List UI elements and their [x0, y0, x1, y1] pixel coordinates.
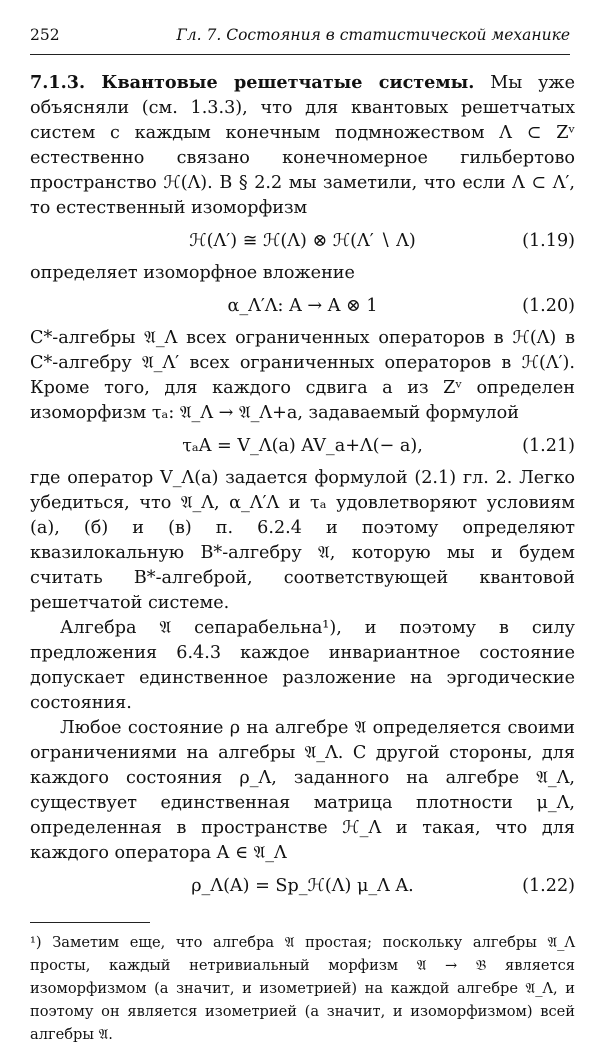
equation-number: (1.19): [522, 231, 575, 251]
equation-number: (1.21): [522, 436, 575, 456]
paragraph-1: [30, 70, 575, 221]
equation-formula: α_Λ′Λ: A → A ⊗ 1: [227, 296, 378, 316]
footnotes: [30, 922, 575, 1046]
main-text: [30, 70, 575, 1046]
header-rule: [30, 54, 570, 55]
paragraph-3: C*-алгебры 𝔄_Λ всех ограниченных операторов в ℋ(Λ) в C*-алгебру 𝔄_Λ′ всех ограниченных операторов в ℋ(Λ′). Кроме того, для каждого сдвига a из Zᵛ определен изоморфизм τₐ: 𝔄_Λ → 𝔄_Λ+a, задаваемый формулой: [30, 328, 575, 423]
page-number: 252: [30, 26, 60, 44]
paragraph-6: Любое состояние ρ на алгебре 𝔄 определяется своими ограничениями на алгебры 𝔄_Λ. С другой стороны, для каждого состояния ρ_Λ, заданного на алгебре 𝔄_Λ, существует единственная матрица плотности μ_Λ, определенная в пространстве ℋ_Λ и такая, что для каждого оператора A ∈ 𝔄_Λ: [30, 718, 575, 863]
paragraph-5: Алгебра 𝔄 сепарабельна¹), и поэтому в силу предложения 6.4.3 каждое инвариантное состояние допускает единственное разложение на эргодические состояния.: [30, 618, 575, 713]
equation-number: (1.22): [522, 876, 575, 896]
equation-number: (1.20): [522, 296, 575, 316]
paragraph-4: где оператор V_Λ(a) задается формулой (2.1) гл. 2. Легко убедиться, что 𝔄_Λ, α_Λ′Λ и τₐ удовлетворяют условиям (а), (б) и (в) п. 6.2.4 и поэтому определяют квазилокальную B*-алгебру 𝔄, которую мы и будем считать B*-алгеброй, соответствующей квантовой решетчатой системе.: [30, 468, 575, 613]
equation-formula: ℋ(Λ′) ≅ ℋ(Λ) ⊗ ℋ(Λ′ ∖ Λ): [189, 231, 416, 251]
running-header: [30, 26, 570, 44]
footnote-rule: [30, 922, 150, 923]
section-heading: 7.1.3. Квантовые решетчатые системы.: [30, 72, 475, 93]
equation-formula: τₐA = V_Λ(a) AV_a+Λ(− a),: [182, 436, 423, 456]
equation-1-21: [30, 426, 575, 466]
footnote-1: ¹) Заметим еще, что алгебра 𝔄 простая; поскольку алгебры 𝔄_Λ просты, каждый нетривиальный морфизм 𝔄 → 𝔅 является изоморфизмом (а значит, и изометрией) на каждой алгебре 𝔄_Λ, и поэтому он является изометрией (а значит, и изоморфизмом) всей алгебры 𝔄.: [30, 934, 575, 1043]
paragraph-1-text: Мы уже объясняли (см. 1.3.3), что для квантовых решетчатых систем с каждым конечным подмножеством Λ ⊂ Zᵛ естественно связано конечномерное гильбертово пространство ℋ(Λ). В § 2.2 мы заметили, что если Λ ⊂ Λ′, то естественный изоморфизм: [30, 73, 576, 218]
equation-1-22: [30, 866, 575, 906]
equation-1-19: [30, 221, 575, 261]
equation-1-20: [30, 286, 575, 326]
chapter-title: Гл. 7. Состояния в статистической механике: [176, 26, 570, 44]
equation-formula: ρ_Λ(A) = Sp_ℋ(Λ) μ_Λ A.: [191, 876, 414, 896]
paragraph-2: определяет изоморфное вложение: [30, 263, 355, 283]
